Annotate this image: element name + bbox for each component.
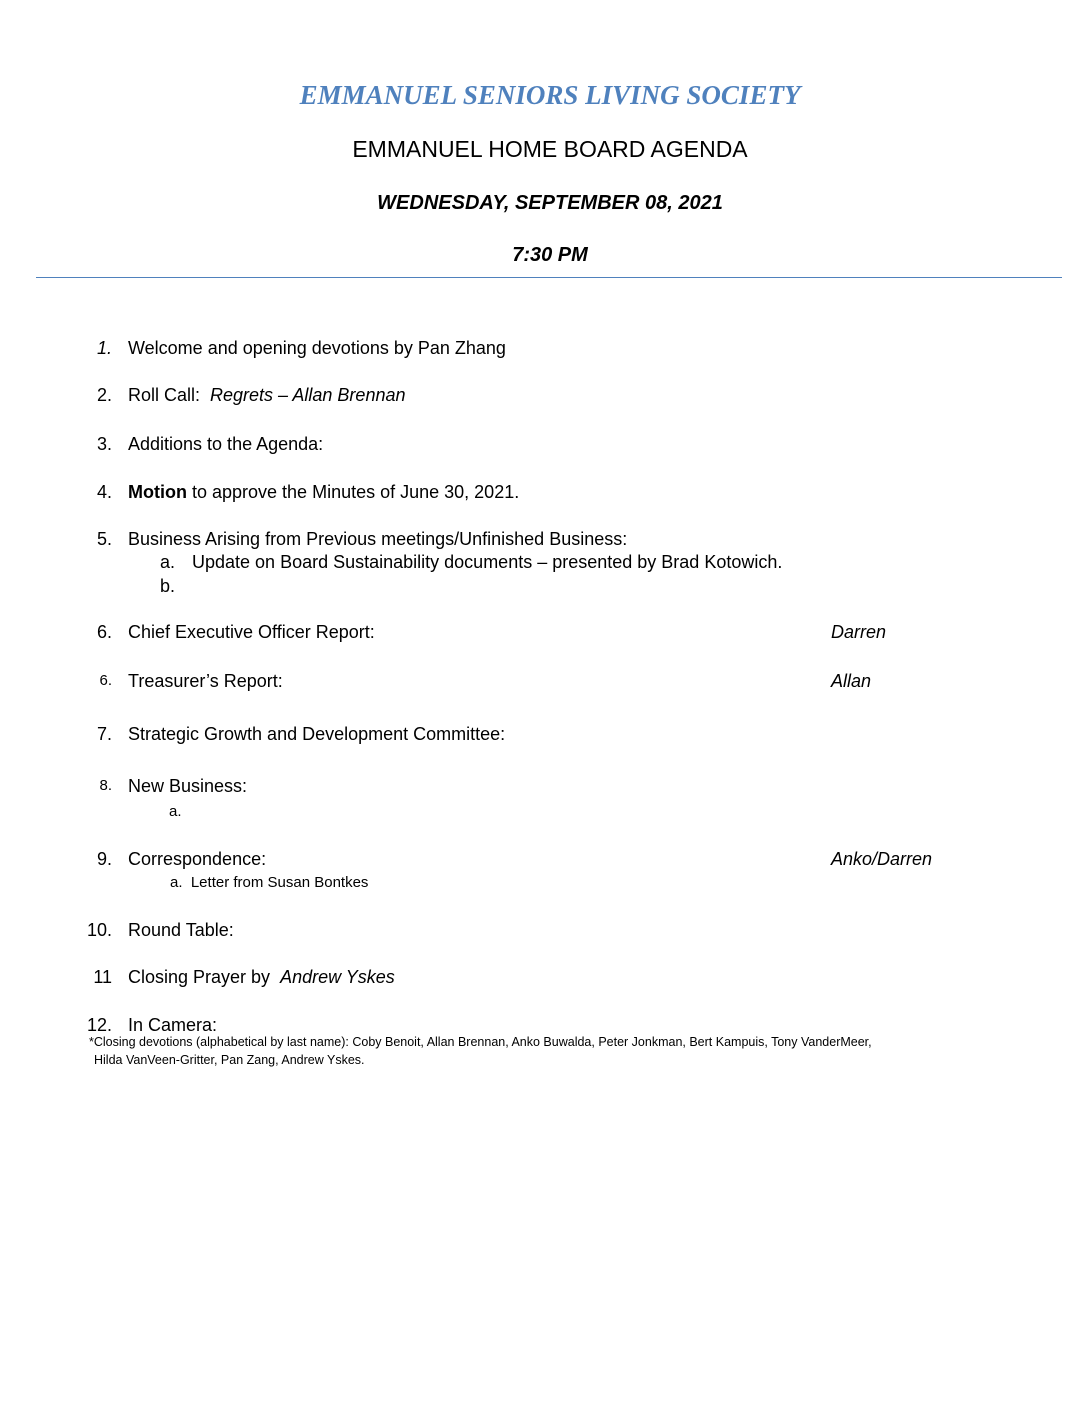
closing-prayer-label: Closing Prayer by (128, 967, 281, 987)
item-text (128, 964, 395, 990)
item-text: Correspondence: (128, 849, 267, 869)
motion-text: to approve the Minutes of June 30, 2021. (186, 482, 520, 502)
agenda-item-1 (0, 335, 1088, 361)
header-divider (36, 277, 1062, 278)
item-text: Chief Executive Officer Report: (128, 622, 375, 642)
item-text: Round Table: (128, 920, 234, 940)
item-number: 6. (96, 622, 112, 642)
meeting-time: 7:30 PM (512, 244, 588, 266)
roll-call-label: Roll Call: (128, 385, 211, 405)
agenda-title: EMMANUEL HOME BOARD AGENDA (352, 136, 748, 162)
agenda-item-5 (0, 526, 1088, 552)
agenda-item-3 (0, 431, 1088, 457)
agenda-item-10 (0, 917, 1088, 943)
item-text: Additions to the Agenda: (128, 434, 324, 454)
item-number: 1. (96, 338, 112, 358)
item-number: 11 (93, 967, 112, 987)
item-text: New Business: (128, 776, 248, 796)
regrets-note: Regrets – Allan Brennan (210, 385, 406, 405)
item-text (128, 479, 519, 505)
item-text: Welcome and opening devotions by Pan Zhang (128, 338, 506, 358)
item-number: 6. (99, 672, 112, 689)
item-text: In Camera: (128, 1015, 218, 1035)
item-number: 7. (96, 724, 112, 744)
agenda-item-9 (0, 846, 1088, 872)
item-presenter: Allan (831, 671, 872, 691)
item-number: 2. (96, 385, 112, 405)
sub-item-5b-letter: b. (160, 576, 176, 596)
sub-item-5a-letter: a. (160, 552, 176, 572)
item-text: Business Arising from Previous meetings/Unfinished Business: (128, 529, 628, 549)
footnote-line-1: *Closing devotions (alphabetical by last name): Coby Benoit, Allan Brennan, Anko Buwalda, Peter Jonkman, Bert Kampuis, Tony VanderMeer, (89, 1035, 872, 1049)
item-text: Treasurer’s Report: (128, 671, 283, 691)
item-number: 10. (86, 920, 112, 940)
agenda-item-4 (0, 479, 1088, 505)
item-presenter: Anko/Darren (831, 849, 933, 869)
organization-name: EMMANUEL SENIORS LIVING SOCIETY (299, 80, 801, 110)
item-text: Strategic Growth and Development Committee: (128, 724, 506, 744)
closing-prayer-leader: Andrew Yskes (280, 967, 395, 987)
meeting-date: WEDNESDAY, SEPTEMBER 08, 2021 (377, 192, 723, 214)
item-number: 8. (99, 777, 112, 794)
motion-label: Motion (128, 482, 187, 502)
agenda-item-6-ceo (0, 619, 1088, 645)
item-number: 4. (96, 482, 112, 502)
item-presenter: Darren (831, 622, 887, 642)
item-text (128, 382, 405, 408)
item-number: 9. (96, 849, 112, 869)
agenda-item-6-treasurer (0, 668, 1088, 694)
sub-item-5a-text: Update on Board Sustainability documents – presented by Brad Kotowich. (192, 552, 783, 572)
agenda-item-11 (0, 964, 1088, 990)
sub-item-9a: a. Letter from Susan Bontkes (170, 874, 369, 891)
item-number: 12. (86, 1015, 112, 1035)
footnote-line-2: Hilda VanVeen-Gritter, Pan Zang, Andrew Yskes. (94, 1053, 365, 1067)
agenda-item-8 (0, 773, 1088, 799)
item-number: 5. (96, 529, 112, 549)
sub-item-8a-letter: a. (169, 803, 182, 820)
agenda-item-7 (0, 721, 1088, 747)
agenda-item-2 (0, 382, 1088, 408)
item-number: 3. (96, 434, 112, 454)
